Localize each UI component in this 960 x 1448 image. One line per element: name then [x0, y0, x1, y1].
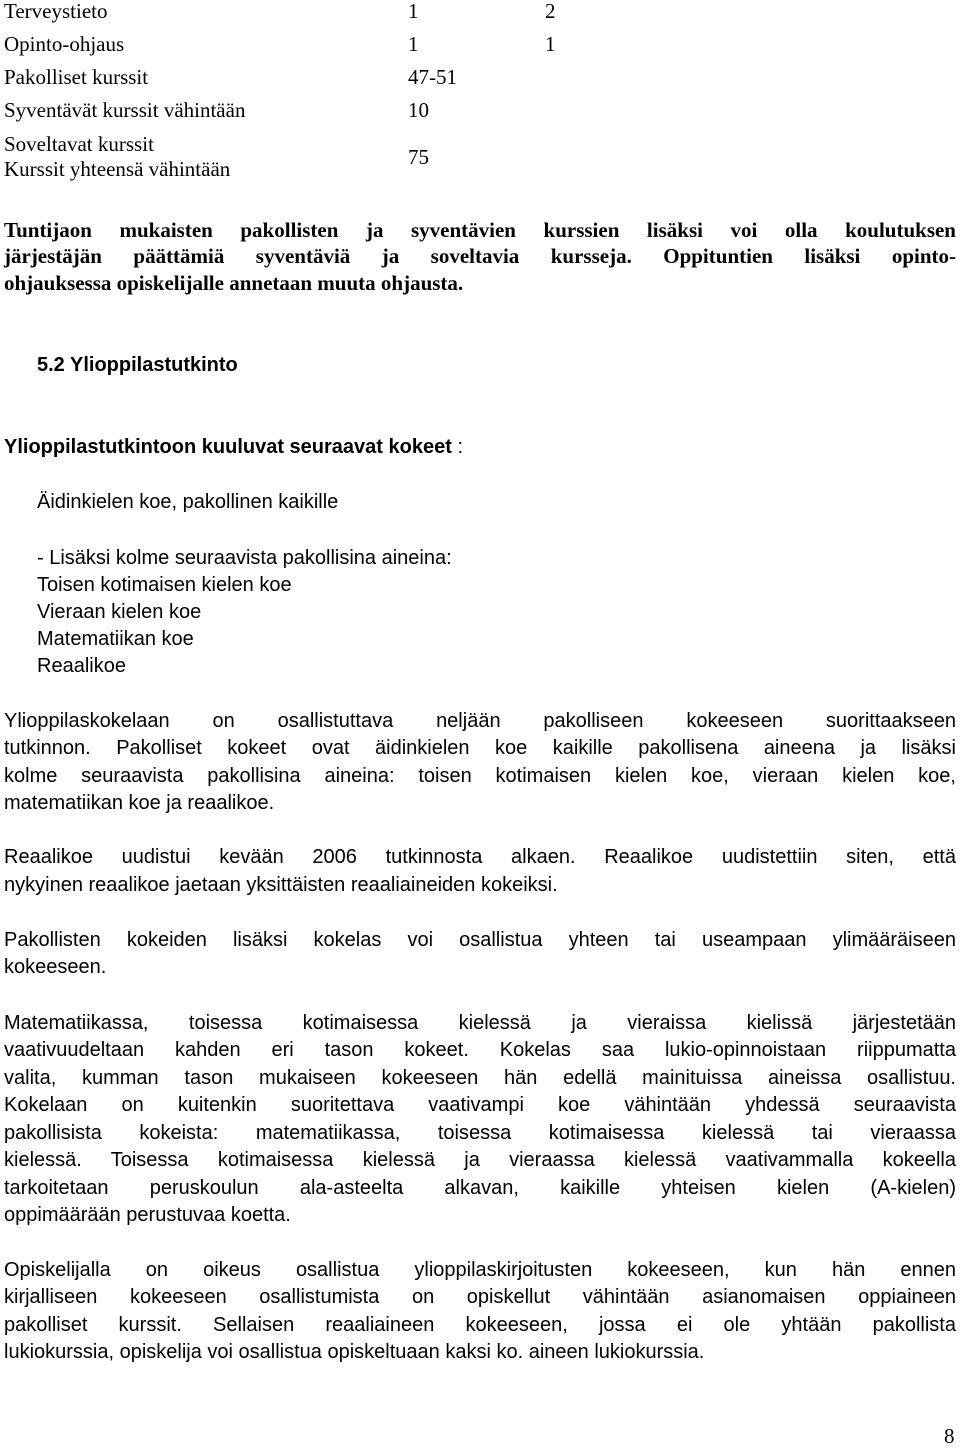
text-line: pakollisista kokeista: matematiikassa, toisessa kotimaisessa kielessä tai vieraassa [4, 1122, 956, 1144]
text-line: pakolliset kurssit. Sellaisen reaaliaineen kokeeseen, jossa ei ole yhtään pakollista [4, 1314, 956, 1336]
table-row-label: Opinto-ohjaus [4, 32, 125, 56]
text-line: tutkinnon. Pakolliset kokeet ovat äidinkielen koe kaikille pakollisena aineena ja lisäksi [4, 737, 956, 759]
table-cell: 75 [408, 145, 429, 169]
text-line: Pakollisten kokeiden lisäksi kokelas voi osallistua yhteen tai useampaan ylimääräiseen [4, 929, 956, 951]
text-line: kirjalliseen kokeeseen osallistumista on opiskellut vähintään asianomaisen oppiaineen [4, 1286, 956, 1308]
page-number: 8 [944, 1424, 955, 1448]
text-line: matematiikan koe ja reaalikoe. [4, 792, 275, 814]
text-line: oppimäärään perustuvaa koetta. [4, 1204, 291, 1226]
table-cell: 1 [545, 32, 556, 56]
text-line: Opiskelijalla on oikeus osallistua ylioppilaskirjoitusten kokeeseen, kun hän ennen [4, 1259, 956, 1281]
text-line: kokeeseen. [4, 956, 107, 978]
list-item: Matematiikan koe [37, 628, 194, 650]
table-row-label: Soveltavat kurssit [4, 132, 154, 156]
list-intro: - Lisäksi kolme seuraavista pakollisina aineina: [37, 547, 452, 569]
text-line: Matematiikassa, toisessa kotimaisessa kielessä ja vieraissa kielissä järjestetään [4, 1012, 956, 1034]
table-cell: 10 [408, 98, 429, 122]
text-line: tarkoitetaan peruskoulun ala-asteelta alkavan, kaikille yhteisen kielen (A-kielen) [4, 1177, 956, 1199]
text-line: Ylioppilaskokelaan on osallistuttava neljään pakolliseen kokeeseen suorittaakseen [4, 710, 956, 732]
text-line: ohjauksessa opiskelijalle annetaan muuta ohjausta. [4, 271, 464, 295]
table-cell: 1 [408, 0, 419, 23]
table-row-label: Terveystieto [4, 0, 108, 23]
section-heading: 5.2 Ylioppilastutkinto [37, 354, 238, 376]
table-row-label: Syventävät kurssit vähintään [4, 98, 246, 122]
text-line: Reaalikoe uudistui kevään 2006 tutkinnosta alkaen. Reaalikoe uudistettiin siten, että [4, 846, 956, 868]
text-line: kielessä. Toisessa kotimaisessa kielessä ja vieraassa kielessä vaativammalla kokeella [4, 1149, 956, 1171]
text-line: nykyinen reaalikoe jaetaan yksittäisten reaaliaineiden kokeiksi. [4, 874, 558, 896]
subheading [4, 436, 463, 459]
list-item: Reaalikoe [37, 655, 126, 677]
table-cell: 47-51 [408, 65, 457, 89]
list-item: Toisen kotimaisen kielen koe [37, 574, 292, 596]
table-cell: 2 [545, 0, 556, 23]
mandatory-exam: Äidinkielen koe, pakollinen kaikille [37, 491, 339, 513]
text-line: Kokelaan on kuitenkin suoritettava vaativampi koe vähintään yhdessä seuraavista [4, 1094, 956, 1116]
text-line: järjestäjän päättämiä syventäviä ja soveltavia kursseja. Oppituntien lisäksi opinto- [4, 244, 956, 268]
text-line: kolme seuraavista pakollisina aineina: toisen kotimaisen kielen koe, vieraan kielen koe, [4, 765, 956, 787]
text-line: lukiokurssia, opiskelija voi osallistua opiskeltuaan kaksi ko. aineen lukiokurssia. [4, 1341, 705, 1363]
subheading-text: Ylioppilastutkintoon kuuluvat seuraavat kokeet [4, 436, 452, 458]
table-row-label: Kurssit yhteensä vähintään [4, 157, 231, 181]
text-line: Tuntijaon mukaisten pakollisten ja syventävien kurssien lisäksi voi olla koulutuksen [4, 218, 956, 242]
table-cell: 1 [408, 32, 419, 56]
text-line: valita, kumman tason mukaiseen kokeeseen hän edellä mainituissa aineissa osallistuu. [4, 1067, 956, 1089]
text-line: vaativuudeltaan kahden eri tason kokeet. Kokelas saa lukio-opinnoistaan riippumatta [4, 1039, 956, 1061]
table-row-label: Pakolliset kurssit [4, 65, 149, 89]
subheading-colon: : [451, 436, 464, 458]
list-item: Vieraan kielen koe [37, 601, 202, 623]
